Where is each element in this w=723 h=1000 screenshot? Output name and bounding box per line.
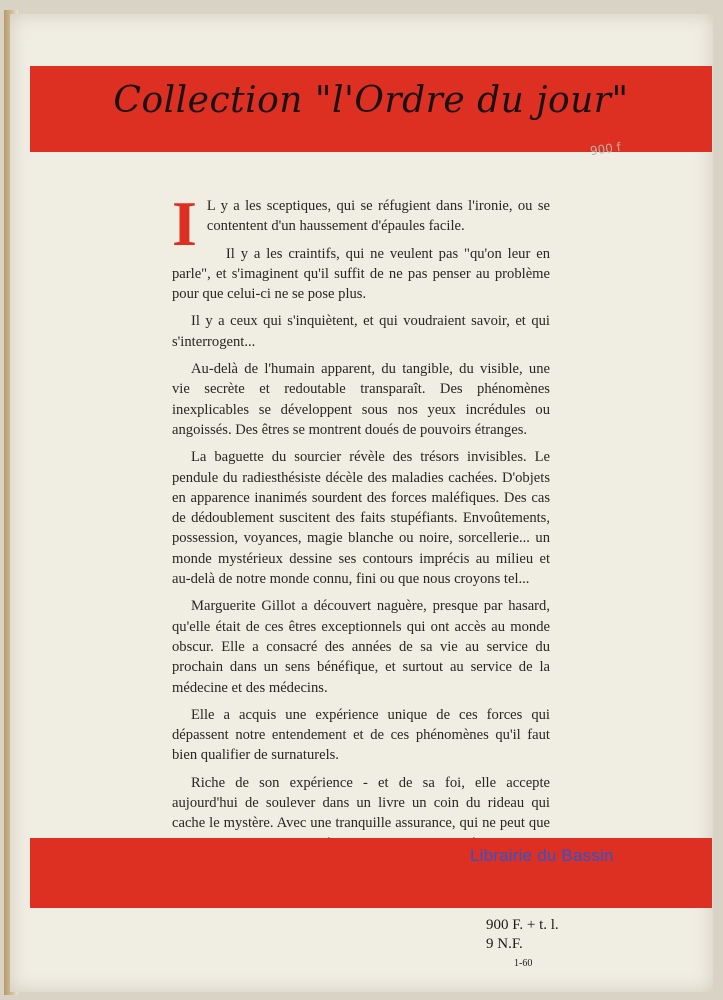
paragraph: Il y a les craintifs, qui ne veulent pas "qu'on leur en parle", et s'imaginent qu'il suffit de ne pas penser au problème pour que celui-ci ne se pose plus. xyxy=(172,245,550,303)
paragraph: I L y a les sceptiques, qui se réfugient dans l'ironie, ou se contentent d'un haussement d'épaules facile. xyxy=(172,188,550,259)
price-old-francs: 900 F. + t. l. xyxy=(486,917,559,933)
print-code: 1-60 xyxy=(514,958,533,969)
paragraph: Riche de son expérience - et de sa foi, elle accepte aujourd'hui de soulever dans un livre un coin du rideau qui cache le mystère. Avec une tranquille assurance, qui ne peut que xyxy=(172,774,550,832)
paragraph: La baguette du sourcier révèle des trésors invisibles. Le pendule du radiesthésiste décèle des maladies cachées. D'objets en apparence inanimés sourdent des forces maléfiques. Des cas de dédoublement suscitent des faits stupéfiants. Envoûtements, possession, voyances, magie blanche ou noire, sorcellerie... un monde mystérieux dessine ses contours imprécis au milieu et au-delà de notre monde connu, fini ou que nous croyons tel... xyxy=(172,449,550,588)
drop-cap: I xyxy=(172,188,197,259)
collection-title: Collection "l'Ordre du jour" xyxy=(113,80,629,121)
top-red-band xyxy=(30,66,712,152)
price-block xyxy=(486,916,606,969)
price-new-francs: 9 N.F. xyxy=(486,936,523,952)
paragraph: Marguerite Gillot a découvert naguère, presque par hasard, qu'elle était de ces êtres exceptionnels qui ont accès au monde obscur. Elle a consacré des années de sa vie au service du prochain dans un sens bénéfique, et surtout au service de la médecine et des médecins. xyxy=(172,598,550,696)
seller-watermark: Librairie du Bassin xyxy=(470,846,614,865)
blurb-text xyxy=(172,188,550,881)
pencil-annotation: 900 f xyxy=(589,139,622,159)
paragraph: Elle a acquis une expérience unique de ces forces qui dépassent notre entendement et de ces phénomènes qu'il faut bien qualifier de surnaturels. xyxy=(172,706,550,764)
paragraph: Au-delà de l'humain apparent, du tangible, du visible, une vie secrète et redoutable transparaît. Des phénomènes inexplicables se développent sous nos yeux incrédules ou angoissés. Des êtres se montrent doués de pouvoirs étranges. xyxy=(172,361,550,438)
paragraph: Il y a ceux qui s'inquiètent, et qui voudraient savoir, et qui s'interrogent... xyxy=(172,313,550,350)
